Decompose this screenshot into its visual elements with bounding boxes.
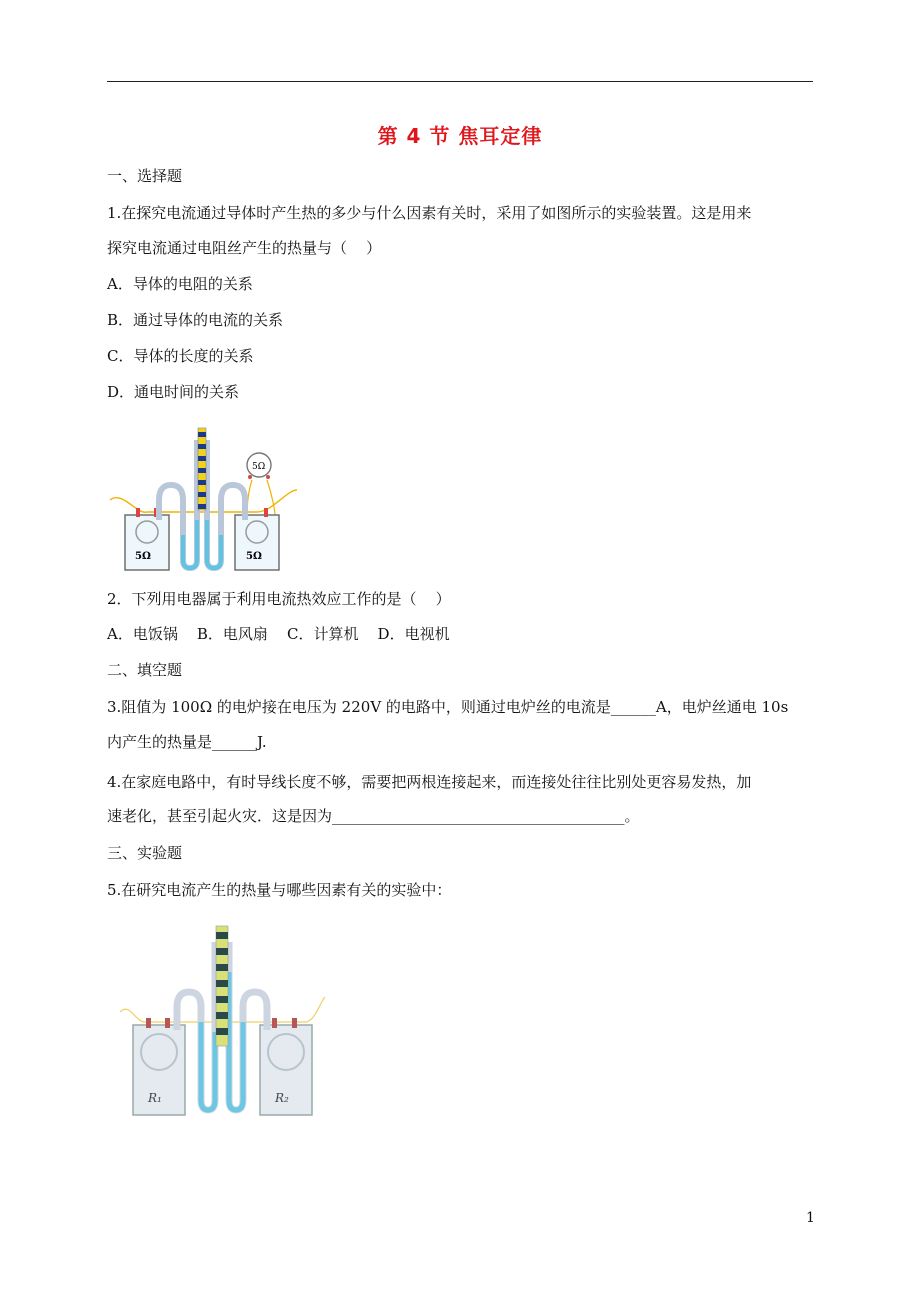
r2-label: R₂: [275, 1091, 289, 1105]
left-resistor-label: 5Ω: [135, 551, 151, 562]
page-title: 第 4 节 焦耳定律: [377, 124, 543, 148]
q4-line1: 4.在家庭电路中，有时导线长度不够，需要把两根连接起来，而连接处往往比别处更容易发热，加: [107, 773, 752, 791]
section-experiment: 三、实验题: [107, 844, 183, 862]
q4-line2: 速老化，甚至引起火灾．这是因为_______________________________________。: [107, 807, 640, 825]
q1-line1: 1.在探究电流通过导体时产生热的多少与什么因素有关时，采用了如图所示的实验装置。这是用来: [107, 204, 752, 222]
q5-stem: 5.在研究电流产生的热量与哪些因素有关的实验中：: [107, 881, 452, 899]
q1-figure: [107, 420, 307, 580]
header-rule: [107, 81, 813, 82]
q1-option-a: A．导体的电阻的关系: [107, 275, 253, 293]
q5-figure: [115, 922, 330, 1122]
q3-line2: 内产生的热量是______J.: [107, 733, 267, 751]
q1-line2: 探究电流通过电阻丝产生的热量与（ ）: [107, 239, 382, 257]
q2-options: A．电饭锅 B．电风扇 C．计算机 D．电视机: [107, 625, 450, 643]
q3-line1: 3.阻值为 100Ω 的电炉接在电压为 220V 的电路中，则通过电炉丝的电流是______A，电炉丝通电 10s: [107, 698, 789, 716]
section-choice: 一、选择题: [107, 167, 183, 185]
q1-option-c: C．导体的长度的关系: [107, 347, 254, 365]
section-fill: 二、填空题: [107, 661, 183, 679]
q1-option-d: D．通电时间的关系: [107, 383, 240, 401]
external-resistor-label: 5Ω: [252, 462, 266, 472]
page-number: 1: [806, 1210, 815, 1226]
r1-label: R₁: [148, 1091, 162, 1105]
q2-stem: 2．下列用电器属于利用电流热效应工作的是（ ）: [107, 590, 451, 608]
right-resistor-label: 5Ω: [246, 551, 262, 562]
q1-option-b: B．通过导体的电流的关系: [107, 311, 284, 329]
